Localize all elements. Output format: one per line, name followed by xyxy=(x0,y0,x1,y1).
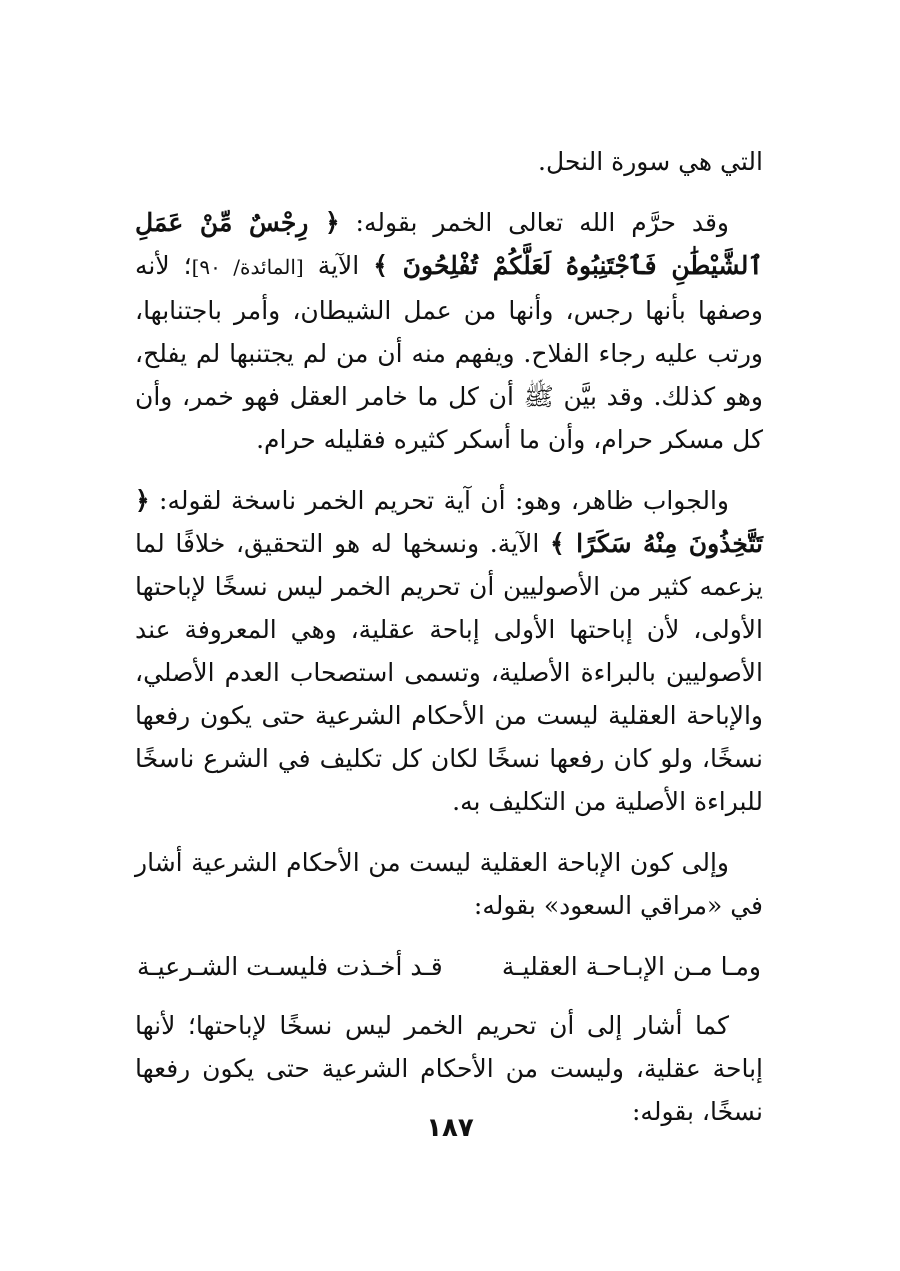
poem-verse xyxy=(135,945,763,988)
paragraph-3 xyxy=(135,479,763,823)
paragraph-2-intro: وقد حرَّم الله تعالى الخمر بقوله: xyxy=(339,208,729,237)
paragraph-4: وإلى كون الإباحة العقلية ليست من الأحكام الشرعية أشار في «مراقي السعود» بقوله: xyxy=(135,848,763,920)
page-number: ١٨٧ xyxy=(426,1113,474,1143)
paragraph-3-intro: والجواب ظاهر، وهو: أن آية تحريم الخمر ناسخة لقوله: xyxy=(149,486,729,515)
page-body xyxy=(135,140,763,1151)
poem-first-half: ومـا مـن الإبـاحـة العقليـة xyxy=(501,952,761,981)
poem-second-half: قـد أخـذت فليسـت الشـرعيـة xyxy=(137,952,443,981)
quran-verse-maidah: ﴿ رِجْسٌ مِّنْ عَمَلِ ٱلشَّيْطَٰنِ فَٱجْتَنِبُوهُ لَعَلَّكُمْ تُفْلِحُونَ ﴾ xyxy=(135,208,763,280)
paragraph-2-ayah-word: الآية xyxy=(303,251,374,280)
closing-paragraph: كما أشار إلى أن تحريم الخمر ليس نسخًا لإباحتها؛ لأنها إباحة عقلية، وليست من الأحكام الشرعية حتى يكون رفعها نسخًا، بقوله: xyxy=(135,1011,763,1126)
verse-reference: [المائدة/ ٩٠] xyxy=(191,255,304,279)
quran-verse-nahl: ﴿ تَتَّخِذُونَ مِنْهُ سَكَرًا ﴾ xyxy=(135,486,763,558)
paragraph-3-body: الآية. ونسخها له هو التحقيق، خلافًا لما يزعمه كثير من الأصوليين أن تحريم الخمر ليس نسخًا لإباحتها الأولى، لأن إباحتها الأولى إباحة عقلية، وهي المعروفة عند الأصوليين بالبراءة الأصلية، وتسمى استصحاب العدم الأصلي، والإباحة العقلية ليست من الأحكام الشرعية حتى يكون رفعها نسخًا، ولو كان رفعها نسخًا لكان كل تكليف في الشرع ناسخًا للبراءة الأصلية من التكليف به. xyxy=(135,529,763,816)
paragraph-1: التي هي سورة النحل. xyxy=(538,147,763,176)
paragraph-2-body: ؛ لأنه وصفها بأنها رجس، وأنها من عمل الشيطان، وأمر باجتنابها، ورتب عليه رجاء الفلاح. ويفهم منه أن من لم يجتنبها لم يفلح، وهو كذلك. وقد بيَّن ﷺ أن كل ما خامر العقل فهو خمر، وأن كل مسكر حرام، وأن ما أسكر كثيره فقليله حرام. xyxy=(135,251,763,454)
paragraph-2 xyxy=(135,201,763,461)
